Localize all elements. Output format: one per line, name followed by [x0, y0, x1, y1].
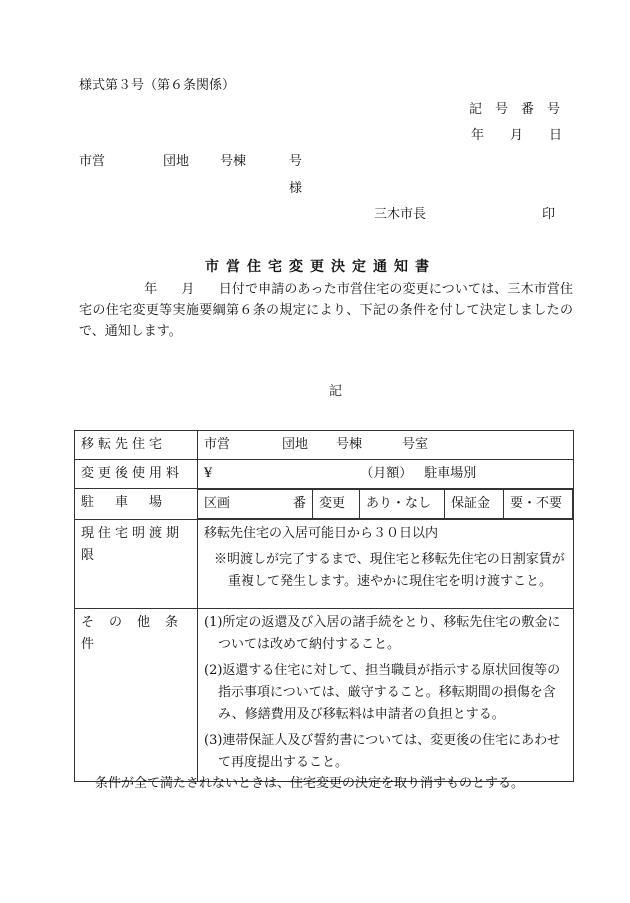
monthly-label: （月額） [360, 466, 413, 481]
date-label: 年 月 日 [471, 128, 563, 143]
seal-mark: 印 [542, 207, 556, 222]
vacate-row [75, 520, 574, 609]
destination-label: 移転先住宅 [75, 431, 198, 460]
parking-zone-cell [198, 490, 313, 519]
ki-heading: 記 [329, 384, 343, 399]
parking-deposit: 保証金 [445, 490, 504, 519]
parking-change: 変更 [313, 490, 360, 519]
other-conditions-label: そ の 他 条 件 [75, 609, 198, 782]
condition-item: (2)返還する住宅に対して、担当職員が指示する原状回復等の指示事項については、厳守すること。移転期間の損傷を含み、修繕費用及び移転料は申請者の負担とする。 [204, 663, 561, 722]
addressee-complex: 団地 [163, 154, 190, 169]
other-conditions-value [198, 609, 574, 782]
destination-room: 号室 [402, 437, 429, 452]
rent-label: 変更後使用料 [75, 460, 198, 489]
parking-change-value: あり・なし [360, 490, 445, 519]
yen-sign: ¥ [204, 466, 213, 481]
body-year: 年 [144, 282, 158, 297]
parking-separate: 駐車場別 [424, 466, 477, 481]
document-title: 市営住宅変更決定通知書 [205, 259, 436, 275]
parking-deposit-value: 要・不要 [504, 490, 573, 519]
destination-building: 号棟 [336, 437, 363, 452]
parking-row [75, 489, 574, 520]
issuer-mayor: 三木市長 [374, 207, 427, 222]
destination-value [198, 431, 574, 460]
condition-item: (1)所定の返還及び入居の諸手続をとり、移転先住宅の敷金については改めて納付すること。 [204, 615, 561, 652]
document-number-label: 記 号 番 号 [469, 102, 561, 117]
vacate-label: 現住宅明渡期限 [75, 520, 198, 609]
addressee-city-housing: 市営 [79, 154, 106, 169]
parking-value [198, 489, 574, 520]
body-text: 日付で申請のあった市営住宅の変更については、三木市営住宅の住宅変更等実施要綱第６条の規定により、下記の条件を付して決定しましたので、通知します。 [79, 282, 573, 339]
form-number: 様式第３号（第６条関係） [79, 78, 236, 93]
destination-city: 市営 [204, 437, 231, 452]
parking-number: 番 [292, 496, 306, 511]
parking-label: 駐 車 場 [75, 489, 198, 520]
footer-note: 条件が全て満たされないときは、住宅変更の決定を取り消すものとする。 [95, 776, 525, 791]
vacate-note: ※明渡しが完了するまで、現住宅と移転先住宅の日割家賃が重複して発生します。速やかに現住宅を明け渡すこと。 [214, 552, 565, 589]
parking-zone: 区画 [204, 496, 231, 511]
rent-value [198, 460, 574, 489]
destination-row [75, 431, 574, 460]
other-conditions-row [75, 609, 574, 782]
conditions-table [74, 430, 574, 782]
vacate-value [198, 520, 574, 609]
rent-row [75, 460, 574, 489]
addressee-unit: 号 [289, 154, 303, 169]
body-month: 月 [181, 282, 195, 297]
addressee-sama: 様 [289, 181, 303, 196]
destination-complex: 団地 [282, 437, 309, 452]
condition-item: (3)連帯保証人及び誓約書については、変更後の住宅にあわせて再度提出すること。 [204, 733, 561, 770]
vacate-deadline: 移転先住宅の入居可能日から３０日以内 [204, 526, 439, 541]
addressee-building: 号棟 [220, 154, 247, 169]
notice-body [79, 279, 573, 342]
